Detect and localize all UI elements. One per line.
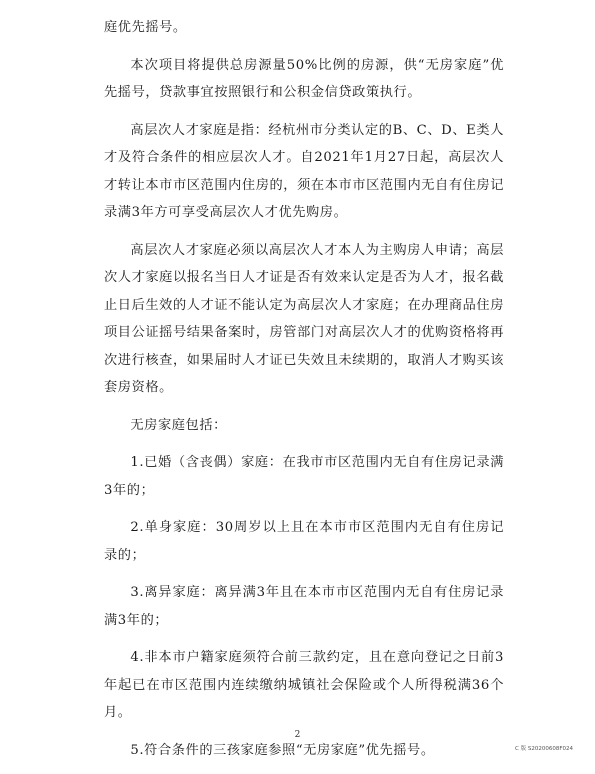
paragraph-talent-definition: 高层次人才家庭是指：经杭州市分类认定的B、C、D、E类人才及符合条件的相应层次人才。自2021年1月27日起，高层次人才转让本市市区范围内住房的，须在本市市区范围内无自有住房记录满3年方可享受高层次人才优先购房。 bbox=[104, 122, 504, 220]
list-item-divorced: 3.离异家庭：离异满3年且在本市市区范围内无自有住房记录满3年的； bbox=[104, 585, 504, 628]
document-body bbox=[104, 14, 504, 774]
page-number: 2 bbox=[294, 730, 301, 740]
list-item-married: 1.已婚（含丧偶）家庭：在我市市区范围内无自有住房记录满3年的； bbox=[104, 455, 504, 498]
paragraph-talent-rules: 高层次人才家庭必须以高层次人才本人为主购房人申请；高层次人才家庭以报名当日人才证是否有效来认定是否为人才，报名截止日后生效的人才证不能认定为高层次人才家庭；在办理商品住房项目公证摇号结果备案时，房管部门对高层次人才的优购资格将再次进行核查，如果届时人才证已失效且未续期的，取消人才购买该套房资格。 bbox=[104, 242, 504, 395]
paragraph-no-house-heading: 无房家庭包括： bbox=[130, 417, 227, 433]
paragraph-continuation: 庭优先摇号。 bbox=[104, 20, 187, 35]
list-item-single: 2.单身家庭：30周岁以上且在本市市区范围内无自有住房记录的； bbox=[104, 520, 504, 563]
footer-code: C 版 S20200608F024 bbox=[515, 746, 573, 752]
list-item-three-child: 5.符合条件的三孩家庭参照“无房家庭”优先摇号。 bbox=[130, 742, 435, 758]
list-item-non-local: 4.非本市户籍家庭须符合前三款约定，且在意向登记之日前3年起已在市区范围内连续缴纳城镇社会保险或个人所得税满36个月。 bbox=[104, 650, 504, 720]
paragraph-housing-supply: 本次项目将提供总房源量50%比例的房源，供“无房家庭”优先摇号，贷款事宜按照银行和公积金信贷政策执行。 bbox=[104, 57, 504, 100]
